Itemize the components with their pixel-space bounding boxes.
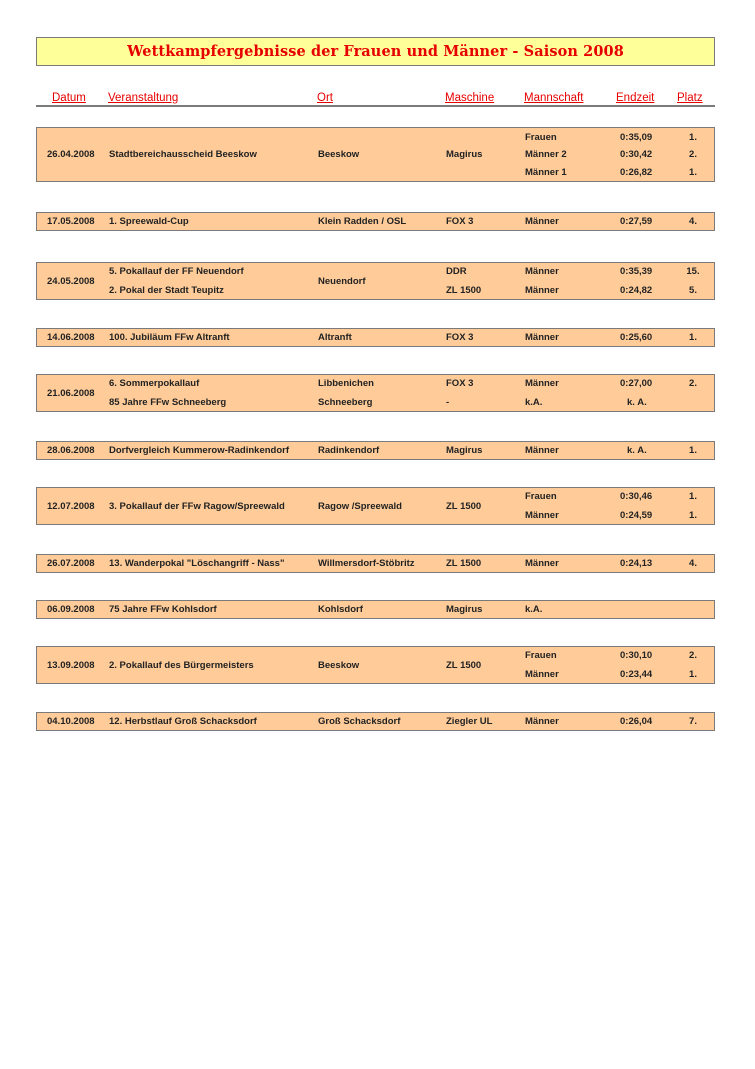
event-date: 26.04.2008 [47, 149, 95, 160]
event-location: Neuendorf [318, 275, 366, 287]
event-name: 85 Jahre FFw Schneeberg [109, 397, 227, 408]
result-time: 0:26,04 [620, 716, 653, 727]
event-machine: Magirus [446, 604, 483, 615]
event-name: 3. Pokallauf der FFw Ragow/Spreewald [109, 500, 285, 512]
result-team: Frauen [525, 491, 557, 502]
event-date: 14.06.2008 [47, 332, 95, 343]
event-location: Ragow /Spreewald [318, 500, 402, 512]
event-name: 5. Pokallauf der FF Neuendorf [109, 266, 244, 277]
event-name: 100. Jubiläum FFw Altranft [109, 332, 230, 343]
result-place: 4. [689, 558, 697, 569]
event-name: Dorfvergleich Kummerow-Radinkendorf [109, 445, 289, 456]
result-place: 2. [689, 378, 697, 389]
event-location: Libbenichen [318, 378, 374, 389]
result-place: 1. [689, 166, 697, 178]
result-team: Männer [525, 285, 559, 296]
result-team: Männer 1 [525, 166, 567, 178]
event-name: Stadtbereichausscheid Beeskow [109, 149, 257, 160]
event-name: 75 Jahre FFw Kohlsdorf [109, 604, 217, 615]
result-team: Frauen [525, 131, 557, 143]
event-row [36, 600, 715, 619]
result-place: 7. [689, 716, 697, 727]
event-row [36, 212, 715, 231]
result-time: 0:27,59 [620, 216, 653, 227]
result-team: Männer [525, 558, 559, 569]
event-row [36, 441, 715, 460]
event-machine: ZL 1500 [446, 500, 482, 512]
result-place: 1. [689, 510, 697, 521]
result-team: Männer [525, 216, 559, 227]
event-location: Beeskow [318, 659, 360, 671]
header-datum: Datum [52, 92, 86, 104]
event-machine: ZL 1500 [446, 558, 482, 569]
event-location: Altranft [318, 332, 352, 343]
result-place: 15. [686, 266, 700, 277]
event-location: Kohlsdorf [318, 604, 363, 615]
event-location: Groß Schacksdorf [318, 716, 401, 727]
result-place: 1. [689, 131, 697, 143]
event-machine: - [446, 397, 450, 408]
event-row [36, 646, 715, 684]
event-name: 13. Wanderpokal "Löschangriff - Nass" [109, 558, 285, 569]
page-title: Wettkampfergebnisse der Frauen und Männer - Saison 2008 [127, 43, 624, 60]
event-date: 17.05.2008 [47, 216, 95, 227]
event-row [36, 487, 715, 525]
event-name: 2. Pokallauf des Bürgermeisters [109, 659, 254, 671]
event-location: Klein Radden / OSL [318, 216, 407, 227]
event-row [36, 328, 715, 347]
result-place: 2. [689, 149, 697, 160]
event-location: Radinkendorf [318, 445, 380, 456]
result-team: Männer 2 [525, 149, 567, 160]
event-date: 26.07.2008 [47, 558, 95, 569]
header-maschine: Maschine [445, 92, 495, 104]
event-name: 12. Herbstlauf Groß Schacksdorf [109, 716, 257, 727]
header-platz: Platz [677, 92, 703, 104]
header-mannschaft: Mannschaft [524, 92, 584, 104]
result-time: 0:24,82 [620, 285, 653, 296]
event-date: 13.09.2008 [47, 659, 95, 671]
result-time: 0:24,59 [620, 510, 653, 521]
result-place: 4. [689, 216, 697, 227]
event-name: 1. Spreewald-Cup [109, 216, 189, 227]
event-row [36, 554, 715, 573]
result-team: Männer [525, 378, 559, 389]
event-row [36, 262, 715, 300]
result-time: 0:25,60 [620, 332, 653, 343]
event-date: 12.07.2008 [47, 500, 95, 512]
event-machine: FOX 3 [446, 216, 474, 227]
result-team: Männer [525, 510, 559, 521]
result-team: Männer [525, 716, 559, 727]
event-machine: ZL 1500 [446, 285, 482, 296]
event-name: 2. Pokal der Stadt Teupitz [109, 285, 224, 296]
result-team: Männer [525, 266, 559, 277]
result-time: 0:30,42 [620, 149, 653, 160]
result-time: 0:35,09 [620, 131, 653, 143]
event-location: Schneeberg [318, 397, 373, 408]
result-time: 0:30,10 [620, 650, 653, 661]
result-team: k.A. [525, 397, 543, 408]
event-name: 6. Sommerpokallauf [109, 378, 200, 389]
result-time: 0:26,82 [620, 166, 653, 178]
result-team: Männer [525, 669, 559, 680]
title-box [36, 37, 715, 66]
result-time: 0:23,44 [620, 669, 653, 680]
result-time: 0:24,13 [620, 558, 653, 569]
event-date: 24.05.2008 [47, 275, 95, 287]
event-machine: Magirus [446, 149, 483, 160]
result-team: Männer [525, 332, 559, 343]
event-date: 21.06.2008 [47, 387, 95, 399]
event-machine: Magirus [446, 445, 483, 456]
event-row [36, 712, 715, 731]
event-machine: FOX 3 [446, 378, 474, 389]
event-row [36, 127, 715, 182]
result-time: k. A. [627, 397, 647, 408]
result-place: 1. [689, 445, 697, 456]
result-place: 5. [689, 285, 697, 296]
result-team: k.A. [525, 604, 543, 615]
result-place: 1. [689, 491, 697, 502]
event-date: 28.06.2008 [47, 445, 95, 456]
event-date: 06.09.2008 [47, 604, 95, 615]
header-ort: Ort [317, 92, 333, 104]
event-machine: ZL 1500 [446, 659, 482, 671]
event-location: Willmersdorf-Stöbritz [318, 558, 415, 569]
header-veranstaltung: Veranstaltung [108, 92, 179, 104]
result-team: Männer [525, 445, 559, 456]
result-time: 0:27,00 [620, 378, 653, 389]
result-place: 1. [689, 669, 697, 680]
table-header [36, 91, 715, 107]
event-machine: DDR [446, 266, 467, 277]
result-time: 0:35,39 [620, 266, 653, 277]
event-row [36, 374, 715, 412]
result-place: 2. [689, 650, 697, 661]
event-machine: FOX 3 [446, 332, 474, 343]
result-time: 0:30,46 [620, 491, 653, 502]
result-time: k. A. [627, 445, 647, 456]
result-place: 1. [689, 332, 697, 343]
event-machine: Ziegler UL [446, 716, 493, 727]
event-date: 04.10.2008 [47, 716, 95, 727]
result-team: Frauen [525, 650, 557, 661]
event-location: Beeskow [318, 149, 360, 160]
header-endzeit: Endzeit [616, 92, 655, 104]
